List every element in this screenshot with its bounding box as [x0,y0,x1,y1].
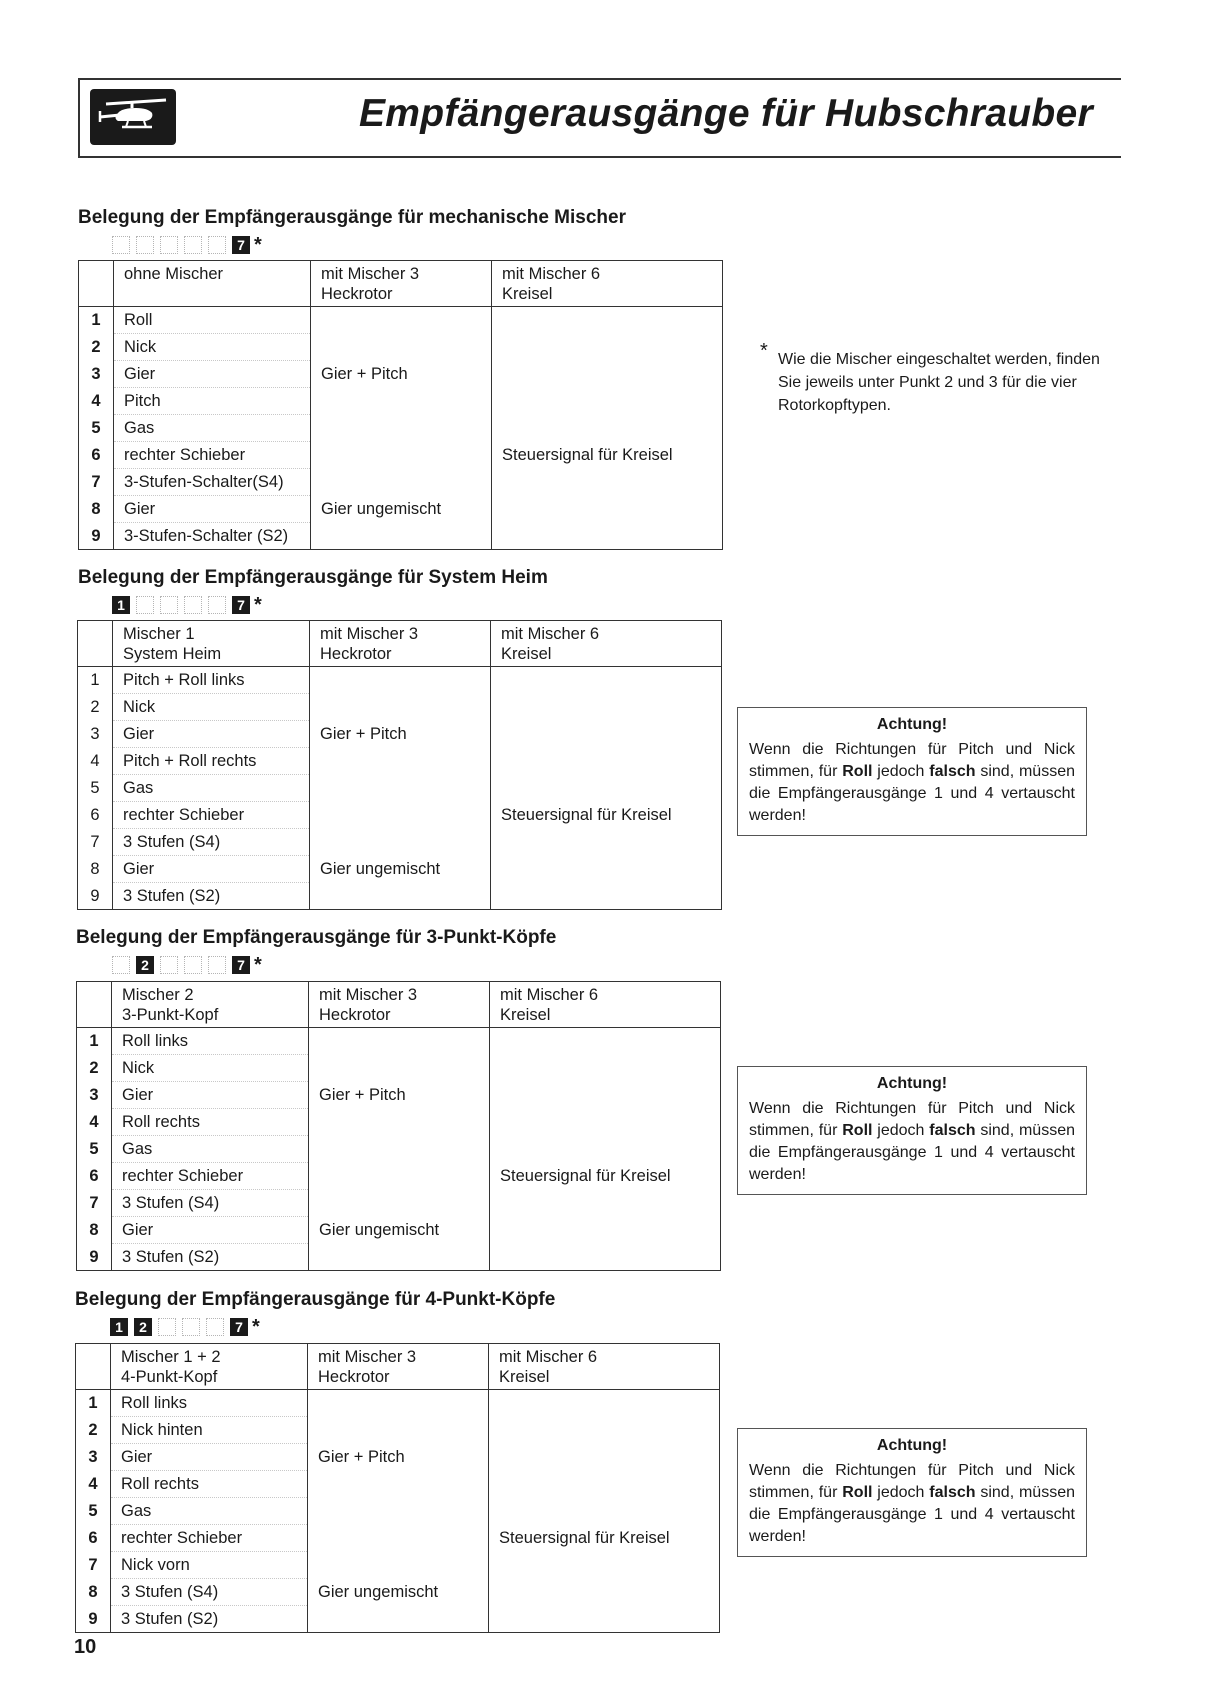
header-col1: Mischer 1 System Heim [113,621,310,667]
page-header [78,78,1121,158]
table-row: 6 rechter Schieber Steuersignal für Kreisel [77,1163,721,1190]
key-4 [184,596,202,614]
key-3 [160,596,178,614]
warning-text: Wenn die Richtungen für Pitch und Nick stimmen, für Roll jedoch falsch sind, müssen die Empfängerausgänge 1 und 4 vertauscht werden! [749,1100,1075,1183]
table-row: 7 3-Stufen-Schalter(S4) [79,469,723,496]
table-row: 8 Gier Gier ungemischt [79,496,723,523]
key-3 [160,956,178,974]
table-row: 5 Gas [79,415,723,442]
header-col3: mit Mischer 6 Kreisel [492,261,723,307]
table-row: 4 Pitch + Roll rechts [78,748,722,775]
table-row: 3 Gier Gier + Pitch [79,361,723,388]
table-row: 6 rechter Schieber Steuersignal für Kreisel [78,802,722,829]
key-7: 7 [232,956,250,974]
table-row: 3 Gier Gier + Pitch [77,1082,721,1109]
footnote [760,340,1102,417]
table-row: 5 Gas [78,775,722,802]
table-row: 2 Nick hinten [76,1417,720,1444]
key-5 [206,1318,224,1336]
table-row: 6 rechter Schieber Steuersignal für Kreisel [76,1525,720,1552]
table-row: 8 3 Stufen (S4) Gier ungemischt [76,1579,720,1606]
key-4 [184,236,202,254]
asterisk: * [254,234,262,256]
switch-keys [112,596,262,614]
key-5 [208,956,226,974]
table-row: 9 3 Stufen (S2) [77,1244,721,1271]
key-1 [112,236,130,254]
header-col3: mit Mischer 6 Kreisel [489,1344,720,1390]
table-row: 1 Pitch + Roll links [78,667,722,694]
warning-text: Wenn die Richtungen für Pitch und Nick stimmen, für Roll jedoch falsch sind, müssen die Empfängerausgänge 1 und 4 vertauscht werden! [749,741,1075,824]
mapping-table-heim [77,620,722,910]
section-title-3-punkt: Belegung der Empfängerausgänge für 3-Punkt-Köpfe [76,927,557,948]
header-col1: Mischer 2 3-Punkt-Kopf [112,982,309,1028]
table-row: 4 Roll rechts [76,1471,720,1498]
table-row: 2 Nick [78,694,722,721]
warning-title: Achtung! [876,716,948,733]
header-col1: Mischer 1 + 2 4-Punkt-Kopf [111,1344,308,1390]
mapping-table-3-punkt [76,981,721,1271]
asterisk: * [254,954,262,976]
key-3 [160,236,178,254]
header-col2: mit Mischer 3 Heckrotor [309,982,490,1028]
table-row: 8 Gier Gier ungemischt [77,1217,721,1244]
table-row: 8 Gier Gier ungemischt [78,856,722,883]
key-5 [208,236,226,254]
key-1: 1 [112,596,130,614]
key-1: 1 [110,1318,128,1336]
header-col1: ohne Mischer [114,261,311,307]
warning-box [737,707,1087,836]
key-7: 7 [232,596,250,614]
table-row: 4 Pitch [79,388,723,415]
key-3 [158,1318,176,1336]
table-row: 7 Nick vorn [76,1552,720,1579]
table-row: 9 3-Stufen-Schalter (S2) [79,523,723,550]
header-col3: mit Mischer 6 Kreisel [490,982,721,1028]
footnote-star: * [760,340,768,362]
key-4 [184,956,202,974]
helicopter-logo [90,89,176,145]
warning-title: Achtung! [876,1075,948,1092]
header-col2: mit Mischer 3 Heckrotor [311,261,492,307]
key-2: 2 [134,1318,152,1336]
warning-title: Achtung! [876,1437,948,1454]
page-title: Empfängerausgänge für Hubschrauber [358,92,1093,135]
table-row: 3 Gier Gier + Pitch [78,721,722,748]
asterisk: * [252,1316,260,1338]
table-row: 1 Roll links [76,1390,720,1417]
key-7: 7 [230,1318,248,1336]
table-row: 7 3 Stufen (S4) [78,829,722,856]
page-number: 10 [74,1636,97,1658]
warning-box [737,1428,1087,1557]
table-row: 1 Roll links [77,1028,721,1055]
header-col2: mit Mischer 3 Heckrotor [308,1344,489,1390]
asterisk: * [254,594,262,616]
table-row: 5 Gas [77,1136,721,1163]
table-row: 2 Nick [77,1055,721,1082]
switch-keys [112,956,262,974]
mapping-table-mechanical [78,260,723,550]
table-row: 4 Roll rechts [77,1109,721,1136]
warning-box [737,1066,1087,1195]
key-5 [208,596,226,614]
section-title-heim: Belegung der Empfängerausgänge für System Heim [78,567,548,588]
header-col3: mit Mischer 6 Kreisel [491,621,722,667]
table-row: 9 3 Stufen (S2) [76,1606,720,1633]
header-col2: mit Mischer 3 Heckrotor [310,621,491,667]
key-2 [136,596,154,614]
key-2 [136,236,154,254]
footnote-text: Wie die Mischer eingeschaltet werden, finden Sie jeweils unter Punkt 2 und 3 für die vier Rotorkopftypen. [778,351,1100,414]
table-row: 7 3 Stufen (S4) [77,1190,721,1217]
key-1 [112,956,130,974]
switch-keys [110,1318,260,1336]
key-2: 2 [136,956,154,974]
switch-keys [112,236,262,254]
table-row: 2 Nick [79,334,723,361]
key-7: 7 [232,236,250,254]
section-title-4-punkt: Belegung der Empfängerausgänge für 4-Punkt-Köpfe [75,1289,556,1310]
key-4 [182,1318,200,1336]
mapping-table-4-punkt [75,1343,720,1633]
table-row: 9 3 Stufen (S2) [78,883,722,910]
helicopter-icon [96,95,170,139]
table-row: 1 Roll [79,307,723,334]
warning-text: Wenn die Richtungen für Pitch und Nick stimmen, für Roll jedoch falsch sind, müssen die Empfängerausgänge 1 und 4 vertauscht werden! [749,1462,1075,1545]
table-row: 6 rechter Schieber Steuersignal für Kreisel [79,442,723,469]
table-row: 3 Gier Gier + Pitch [76,1444,720,1471]
table-row: 5 Gas [76,1498,720,1525]
section-title-mechanical: Belegung der Empfängerausgänge für mechanische Mischer [78,207,626,228]
